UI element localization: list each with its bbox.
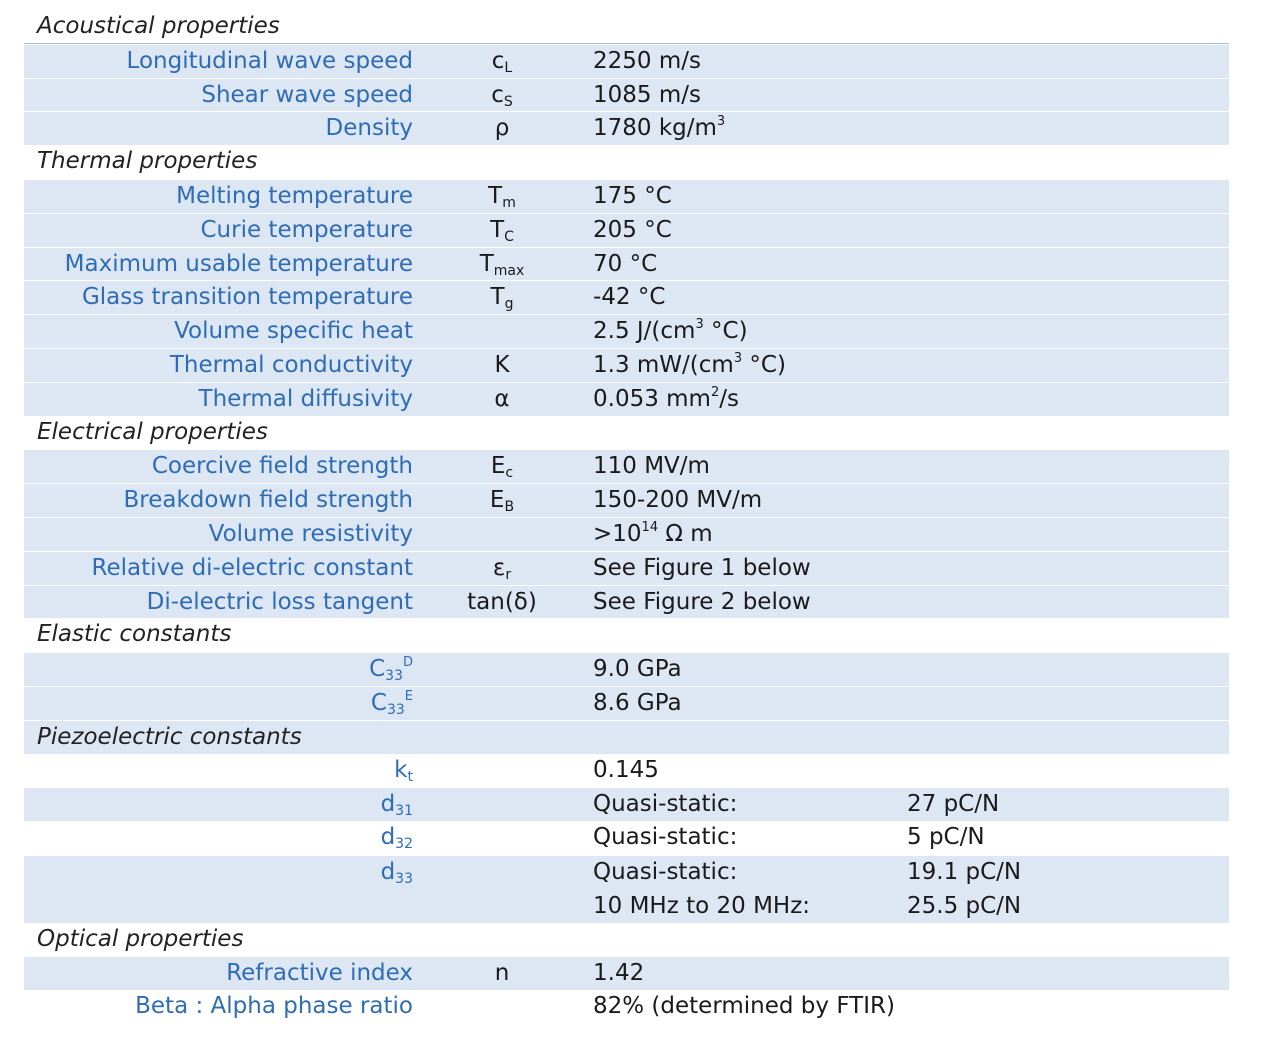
property-label: Density — [325, 115, 413, 142]
property-value: 205 °C — [593, 216, 672, 243]
row-breakdown-field-strength — [24, 483, 1229, 517]
property-value: 70 °C — [593, 250, 658, 277]
properties-table — [24, 10, 1229, 1024]
property-label: Breakdown field strength — [123, 487, 413, 514]
property-value: 82% (determined by FTIR) — [593, 993, 895, 1020]
property-symbol: $E_c$ — [490, 453, 514, 482]
property-label: Melting temperature — [176, 182, 413, 209]
property-label: Volume resistivity — [208, 520, 413, 547]
property-label: Di-electric loss tangent — [146, 588, 413, 615]
property-value: 0.053 $mm^2/s$ — [593, 384, 739, 412]
row-volume-resistivity — [24, 517, 1229, 551]
section-title: Acoustical properties — [37, 13, 280, 39]
property-symbol: $T_C$ — [490, 216, 514, 245]
property-label: $d_{33}$ — [380, 858, 413, 887]
property-value: See Figure 2 below — [593, 588, 811, 615]
property-value: -42 °C — [593, 284, 666, 311]
row-coercive-field-strength — [24, 449, 1229, 483]
property-value-line2: 10 MHz to 20 MHz: — [593, 892, 811, 919]
row-d32 — [24, 821, 1229, 855]
row-d33 — [24, 855, 1229, 923]
row-thermal-conductivity — [24, 348, 1229, 382]
property-symbol: α — [494, 385, 510, 412]
row-melting-temperature — [24, 179, 1229, 213]
property-value: See Figure 1 below — [593, 554, 811, 581]
property-symbol: tan(δ) — [467, 588, 537, 615]
property-symbol: $c_S$ — [491, 81, 513, 110]
property-label: Curie temperature — [200, 216, 413, 243]
property-label: Glass transition temperature — [81, 284, 413, 311]
property-symbol: K — [494, 351, 510, 378]
property-symbol: $E_B$ — [489, 487, 515, 516]
property-value: 110 MV/m — [593, 453, 710, 480]
property-symbol: $T_g$ — [490, 284, 514, 313]
property-label: Thermal diffusivity — [198, 385, 413, 412]
property-value-secondary: 5 pC/N — [907, 824, 985, 851]
property-symbol: $T_m$ — [488, 182, 516, 211]
property-symbol: $c_L$ — [491, 47, 513, 76]
row-dielectric-loss-tangent — [24, 585, 1229, 619]
row-kt — [24, 754, 1229, 788]
row-d31 — [24, 787, 1229, 821]
section-title: Electrical properties — [37, 418, 268, 445]
section-title: Piezoelectric constants — [37, 723, 302, 750]
section-title: Thermal properties — [37, 148, 258, 175]
property-label: Refractive index — [226, 960, 413, 987]
property-label: Beta : Alpha phase ratio — [135, 993, 413, 1020]
row-longitudinal-wave-speed — [24, 44, 1229, 78]
section-electrical — [24, 416, 1229, 450]
property-label: $C_{33}^E$ — [370, 688, 413, 718]
row-beta-alpha-phase-ratio — [24, 990, 1229, 1024]
section-piezoelectric — [24, 720, 1229, 754]
property-value: 175 °C — [593, 182, 672, 209]
property-symbol: n — [494, 960, 510, 987]
property-label: Relative di-electric constant — [91, 554, 413, 581]
property-label: Volume specific heat — [174, 318, 413, 345]
property-value: Quasi-static: — [593, 791, 738, 818]
row-curie-temperature — [24, 213, 1229, 247]
property-value: 1085 m/s — [593, 81, 701, 108]
row-relative-dielectric-constant — [24, 551, 1229, 585]
row-maximum-usable-temperature — [24, 247, 1229, 281]
row-glass-transition-temperature — [24, 280, 1229, 314]
property-label: Maximum usable temperature — [64, 250, 413, 277]
property-value: 1.3 $mW/(cm^3$ °C) — [593, 350, 786, 378]
row-density — [24, 111, 1229, 145]
property-symbol: $\varepsilon_r$ — [492, 554, 512, 583]
property-label: $d_{32}$ — [380, 824, 413, 853]
property-value: 9.0 GPa — [593, 656, 682, 683]
row-c33e — [24, 686, 1229, 720]
section-title: Elastic constants — [37, 621, 232, 648]
section-optical — [24, 923, 1229, 957]
row-volume-specific-heat — [24, 314, 1229, 348]
property-label: $d_{31}$ — [380, 791, 413, 820]
property-value: 0.145 — [593, 756, 659, 783]
property-value: 1.42 — [593, 960, 645, 987]
property-value-secondary-line2: 25.5 pC/N — [907, 892, 1022, 919]
row-c33d — [24, 652, 1229, 686]
property-value-secondary: 27 pC/N — [907, 791, 1000, 818]
property-value-secondary: 19.1 pC/N — [907, 858, 1022, 885]
property-value: 8.6 GPa — [593, 689, 682, 716]
property-label: $C_{33}^D$ — [369, 655, 413, 685]
property-value: $>10^{14}$ Ω m — [593, 519, 713, 547]
section-thermal — [24, 145, 1229, 179]
property-value: 2250 m/s — [593, 47, 701, 74]
row-shear-wave-speed — [24, 78, 1229, 112]
section-acoustical — [24, 10, 1229, 44]
property-label: $k_t$ — [394, 756, 413, 785]
property-label: Coercive field strength — [151, 453, 413, 480]
property-symbol: $T_{max}$ — [479, 250, 525, 279]
property-value: Quasi-static: — [593, 824, 738, 851]
property-value: 2.5 $J/(cm^3$ °C) — [593, 317, 748, 345]
row-refractive-index — [24, 956, 1229, 990]
row-thermal-diffusivity — [24, 382, 1229, 416]
section-title: Optical properties — [37, 925, 244, 952]
property-value: 1780 $kg/m^3$ — [593, 114, 726, 142]
property-value: 150-200 MV/m — [593, 487, 763, 514]
property-symbol: ρ — [494, 115, 510, 142]
property-value: Quasi-static: — [593, 858, 738, 885]
section-elastic — [24, 618, 1229, 652]
property-label: Shear wave speed — [201, 81, 413, 108]
property-label: Longitudinal wave speed — [126, 47, 413, 74]
property-label: Thermal conductivity — [169, 351, 413, 378]
